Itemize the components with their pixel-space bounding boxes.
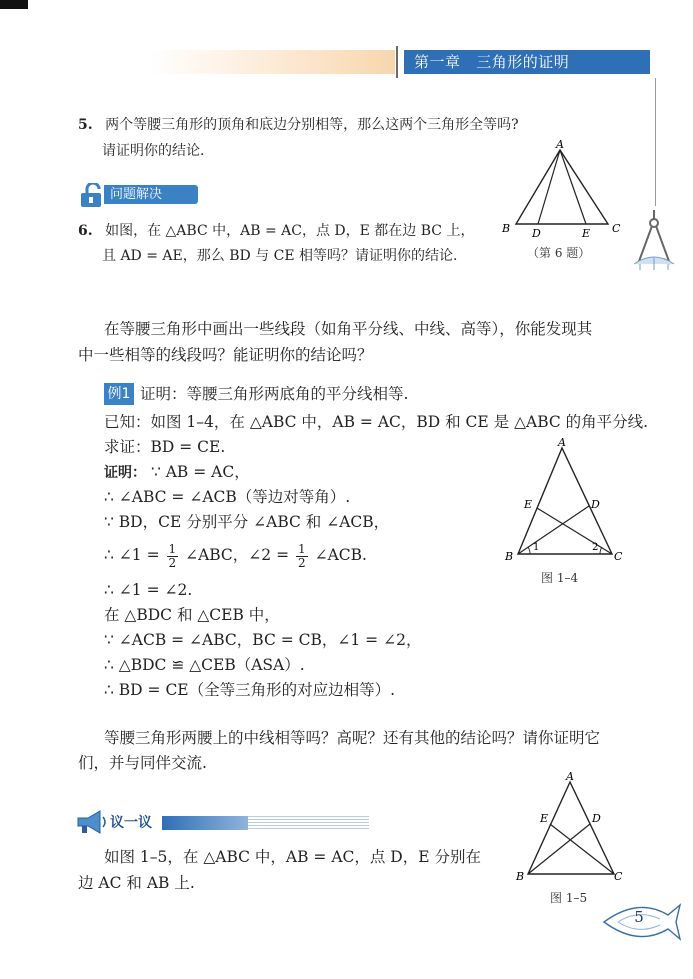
- q6-line-1: [78, 221, 474, 241]
- proof-step-2: ∴ ∠ABC = ∠ACB（等边对等角）.: [104, 488, 351, 506]
- frac-den-1: 2: [168, 555, 177, 570]
- proof-step-5: ∴ ∠1 = ∠2.: [104, 581, 193, 599]
- proof-step-4: [104, 540, 367, 570]
- section-badge: 问题解决: [104, 185, 198, 204]
- discuss-bar-accent: [162, 816, 248, 830]
- fig14-label-a: A: [558, 436, 566, 449]
- discuss-label: 议一议: [110, 815, 152, 831]
- fig6-caption: （第 6 题）: [527, 246, 591, 260]
- fig15-caption: 图 1–5: [550, 891, 588, 905]
- chapter-title: 第一章 三角形的证明: [404, 50, 650, 74]
- corner-mark: [0, 0, 28, 9]
- q5-line-1: [78, 115, 519, 135]
- q6-text-1: 如图，在 △ABC 中，AB = AC，点 D，E 都在边 BC 上，: [105, 223, 475, 239]
- fraction-half-2: [296, 543, 308, 570]
- fig6-segment-ad: [538, 150, 560, 224]
- intro-text-2: 中一些相等的线段吗？能证明你的结论吗？: [78, 346, 373, 364]
- fig14-label-e: E: [524, 498, 533, 511]
- figure-q6: [490, 136, 630, 248]
- fig14-label-c: C: [614, 550, 623, 563]
- fig6-label-d: D: [532, 227, 541, 240]
- fig6-label-b: B: [502, 222, 511, 235]
- fig14-caption: 图 1–4: [541, 571, 579, 585]
- frac-num-2: 1: [298, 541, 306, 556]
- fig15-label-c: C: [614, 870, 623, 883]
- header-gradient: [150, 50, 395, 74]
- proof-step-4a: ∴ ∠1 =: [104, 546, 160, 564]
- fig14-label-1: 1: [533, 542, 540, 553]
- proof-step-3: ∵ BD，CE 分别平分 ∠ABC 和 ∠ACB，: [104, 513, 390, 531]
- frac-num-1: 1: [168, 541, 177, 556]
- fig14-label-2: 2: [592, 542, 599, 553]
- proof-step-4c: ∠ACB.: [314, 546, 367, 564]
- compass-icon: [632, 206, 676, 274]
- q5-text-2: 请证明你的结论.: [102, 143, 205, 159]
- fig6-label-a: A: [556, 138, 564, 151]
- intro-text-1: 在等腰三角形中画出一些线段（如角平分线、中线、高等），你能发现其: [104, 320, 593, 338]
- followup-text-1: 等腰三角形两腰上的中线相等吗？高呢？还有其他的结论吗？请你证明它: [104, 729, 601, 747]
- figure-1-4: [500, 436, 625, 568]
- discuss-text-1: 如图 1–5，在 △ABC 中，AB = AC，点 D，E 分别在: [104, 848, 481, 866]
- proof-step-4b: ∠ABC，∠2 =: [185, 546, 290, 564]
- proof-step-1: ∵ AB = AC，: [150, 463, 250, 481]
- fraction-half-1: [167, 543, 179, 570]
- q5-text-1: 两个等腰三角形的顶角和底边分别相等，那么这两个三角形全等吗?: [105, 117, 519, 133]
- figure-1-5: [508, 770, 623, 888]
- fig15-label-e: E: [540, 812, 549, 825]
- example-badge: 例1: [104, 383, 134, 405]
- fig6-label-c: C: [612, 222, 621, 235]
- proof-step-7: ∵ ∠ACB = ∠ABC，BC = CB，∠1 = ∠2，: [104, 631, 422, 649]
- example-given: 已知：如图 1–4，在 △ABC 中，AB = AC，BD 和 CE 是 △ABC 的角平分线.: [104, 413, 649, 431]
- proof-step-6: 在 △BDC 和 △CEB 中，: [104, 606, 280, 624]
- followup-text-2: 们，并与同伴交流.: [78, 754, 207, 772]
- header-divider: [396, 46, 398, 78]
- fig6-segment-ae: [560, 150, 586, 224]
- fig15-label-d: D: [592, 812, 601, 825]
- proof-line-1: [104, 461, 250, 484]
- fig15-triangle: [528, 782, 614, 874]
- q5-number: 5.: [78, 117, 93, 133]
- example-title: 证明：等腰三角形两底角的平分线相等.: [140, 385, 409, 403]
- margin-line: [655, 78, 656, 206]
- fig14-angle-arc-1: [528, 547, 530, 554]
- q6-text-2: 且 AD = AE，那么 BD 与 CE 相等吗？请证明你的结论.: [102, 248, 458, 264]
- example-prove: 求证：BD = CE.: [104, 438, 226, 456]
- fig14-angle-arc-2: [600, 547, 602, 554]
- proof-step-9: ∴ BD = CE（全等三角形的对应边相等）.: [104, 681, 396, 699]
- proof-label: 证明：: [104, 465, 146, 481]
- proof-step-8: ∴ △BDC ≌ △CEB（ASA）.: [104, 656, 305, 674]
- fig6-label-e: E: [582, 227, 591, 240]
- fig6-triangle: [516, 150, 608, 224]
- fig15-label-b: B: [516, 870, 525, 883]
- megaphone-icon: [74, 808, 108, 836]
- fig14-label-b: B: [505, 550, 514, 563]
- discuss-text-2: 边 AC 和 AB 上.: [78, 874, 195, 892]
- q6-number: 6.: [78, 223, 93, 239]
- fig14-label-d: D: [591, 498, 600, 511]
- page-number: 5: [634, 908, 644, 926]
- frac-den-2: 2: [298, 555, 306, 570]
- fig15-label-a: A: [566, 770, 574, 783]
